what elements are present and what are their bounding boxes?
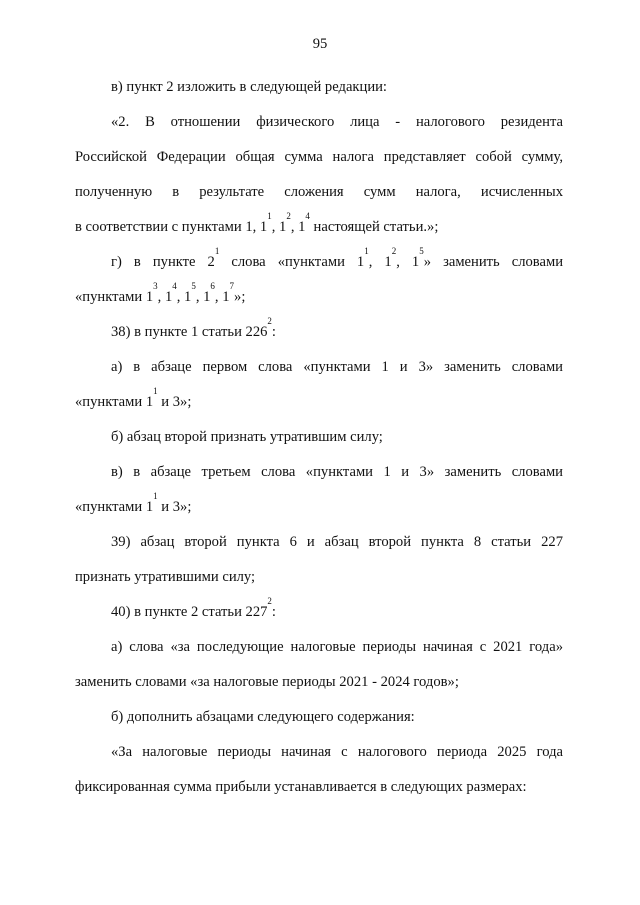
paragraph-item-g-line-2: «пунктами $1^3$, $1^4$, $1^5$, $1^6$, $1^7$»; bbox=[75, 281, 246, 305]
paragraph-item-g-line-1: г) в пункте $2^1$ слова «пунктами $1^1$, $1^2$, $1^5$» заменить словами bbox=[111, 246, 564, 270]
paragraph-item-b: б) абзац второй признать утратившим силу; bbox=[111, 429, 383, 445]
paragraph-item-a2-line-1: а) слова «за последующие налоговые периоды начиная с 2021 года» bbox=[111, 639, 563, 655]
paragraph-item-39-line-1: 39) абзац второй пункта 6 и абзац второй пункта 8 статьи 227 bbox=[111, 534, 563, 550]
paragraph-item-v: в) пункт 2 изложить в следующей редакции: bbox=[111, 79, 387, 95]
quoted-clause-line-2: Российской Федерации общая сумма налога представляет собой сумму, bbox=[75, 149, 563, 165]
paragraph-item-a-line-1: а) в абзаце первом слова «пунктами 1 и 3» заменить словами bbox=[111, 359, 563, 375]
paragraph-item-b2: б) дополнить абзацами следующего содержания: bbox=[111, 709, 415, 725]
quoted-clause-line-3: полученную в результате сложения сумм налога, исчисленных bbox=[75, 184, 563, 200]
paragraph-item-v2-line-1: в) в абзаце третьем слова «пунктами 1 и 3» заменить словами bbox=[111, 464, 563, 480]
paragraph-item-39-line-2: признать утратившими силу; bbox=[75, 569, 256, 585]
quoted-clause-line-1: «2. В отношении физического лица - налогового резидента bbox=[111, 114, 563, 130]
paragraph-item-v2-line-2: «пунктами $1^1$ и 3»; bbox=[75, 491, 192, 515]
paragraph-item-38: 38) в пункте 1 статьи $226^2$: bbox=[111, 316, 276, 340]
quoted-addition-line-1: «За налоговые периоды начиная с налогового периода 2025 года bbox=[111, 744, 563, 760]
quoted-addition-line-2: фиксированная сумма прибыли устанавливается в следующих размерах: bbox=[75, 779, 527, 795]
paragraph-item-a2-line-2: заменить словами «за налоговые периоды 2021 - 2024 годов»; bbox=[75, 674, 459, 690]
quoted-clause-line-4: в соответствии с пунктами 1, $1^1$, $1^2$, $1^4$ настоящей статьи.»; bbox=[75, 211, 439, 235]
paragraph-item-40: 40) в пункте 2 статьи $227^2$: bbox=[111, 596, 276, 620]
paragraph-item-a-line-2: «пунктами $1^1$ и 3»; bbox=[75, 386, 192, 410]
page-number: 95 bbox=[312, 36, 328, 52]
